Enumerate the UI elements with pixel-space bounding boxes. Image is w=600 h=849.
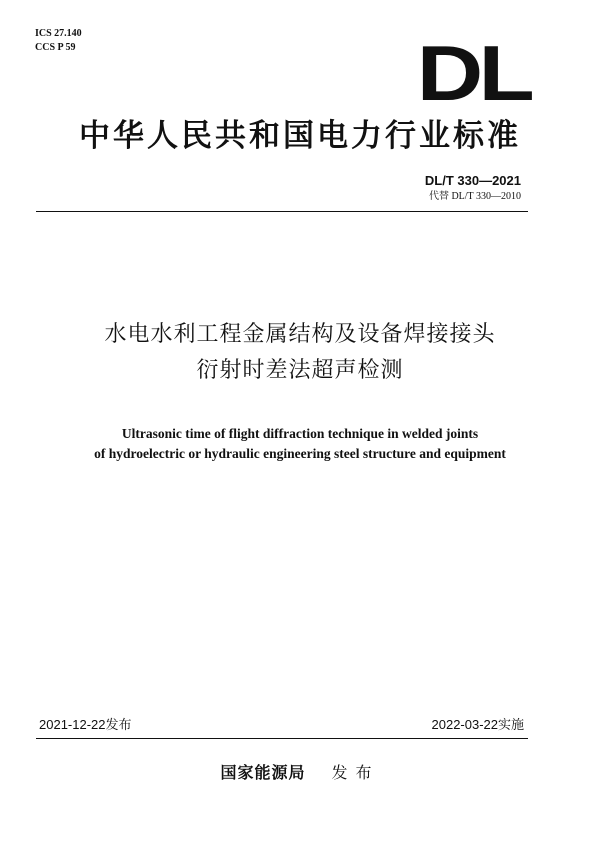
ics-code: ICS 27.140	[35, 28, 82, 39]
top-divider	[36, 211, 528, 212]
chinese-title-line-1: 水电水利工程金属结构及设备焊接接头	[104, 322, 496, 347]
chinese-title	[0, 318, 600, 388]
english-title-line-2: of hydroelectric or hydraulic engineering steel structure and equipment	[94, 446, 506, 461]
issuer-name: 国家能源局	[220, 763, 306, 782]
issuer-line	[0, 762, 600, 784]
implementation-date: 2022-03-22实施	[431, 717, 524, 732]
issue-date: 2021-12-22发布	[39, 717, 132, 732]
organization-title: 中华人民共和国电力行业标准	[79, 118, 521, 154]
issuer-action: 发布	[331, 763, 380, 782]
english-title-line-1: Ultrasonic time of flight diffraction technique in welded joints	[121, 426, 479, 441]
standard-number: DL/T 330—2021	[424, 173, 521, 188]
english-title	[0, 424, 600, 464]
dl-logo: DL	[416, 29, 530, 117]
bottom-divider	[36, 738, 528, 739]
replaces-standard: 代替 DL/T 330—2010	[428, 191, 521, 202]
chinese-title-line-2: 衍射时差法超声检测	[196, 358, 404, 383]
ccs-code: CCS P 59	[35, 42, 76, 53]
